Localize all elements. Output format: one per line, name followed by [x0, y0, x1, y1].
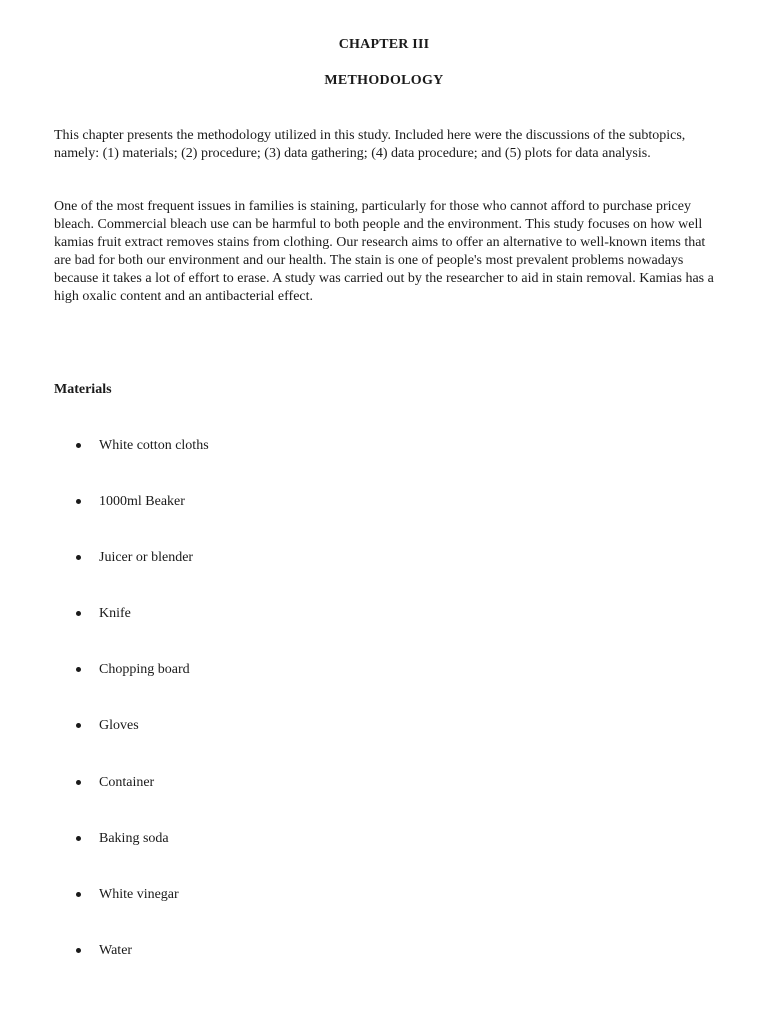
list-item-label: Chopping board	[99, 662, 190, 678]
bullet-icon	[76, 723, 81, 728]
bullet-icon	[76, 836, 81, 841]
list-item-label: Juicer or blender	[99, 550, 194, 566]
bullet-icon	[76, 892, 81, 897]
chapter-number: CHAPTER III	[338, 37, 430, 52]
intro-paragraph: This chapter presents the methodology utilized in this study. Included here were the discussions of the subtopics, namely: (1) materials; (2) procedure; (3) data gathering; (4) data procedure; and (5) plots for data analysis.	[54, 128, 686, 161]
list-item-label: Knife	[99, 606, 131, 622]
list-item-label: Baking soda	[99, 830, 169, 846]
list-item-label: Container	[99, 774, 155, 790]
bullet-icon	[76, 443, 81, 448]
list-item-label: Water	[99, 942, 133, 958]
bullet-icon	[76, 948, 81, 953]
bullet-icon	[76, 780, 81, 785]
list-item-label: White vinegar	[99, 886, 179, 902]
list-item-label: 1000ml Beaker	[99, 494, 185, 510]
materials-heading: Materials	[54, 382, 112, 397]
bullet-icon	[76, 555, 81, 560]
background-paragraph: One of the most frequent issues in families is staining, particularly for those who cannot afford to purchase pricey bleach. Commercial bleach use can be harmful to both people and the environment. This study focuses on how well kamias fruit extract removes stains from clothing. Our research aims to offer an alternative to well-known items that are bad for both our environment and our health. The stain is one of people's most prevalent problems nowadays because it takes a lot of effort to erase. A study was carried out by the researcher to aid in stain removal. Kamias has a high oxalic content and an antibacterial effect.	[54, 199, 714, 304]
list-item-label: White cotton cloths	[99, 438, 209, 453]
bullet-icon	[76, 667, 81, 672]
bullet-icon	[76, 499, 81, 504]
chapter-title: METHODOLOGY	[324, 73, 444, 88]
bullet-icon	[76, 611, 81, 616]
list-item-label: Gloves	[99, 718, 139, 734]
